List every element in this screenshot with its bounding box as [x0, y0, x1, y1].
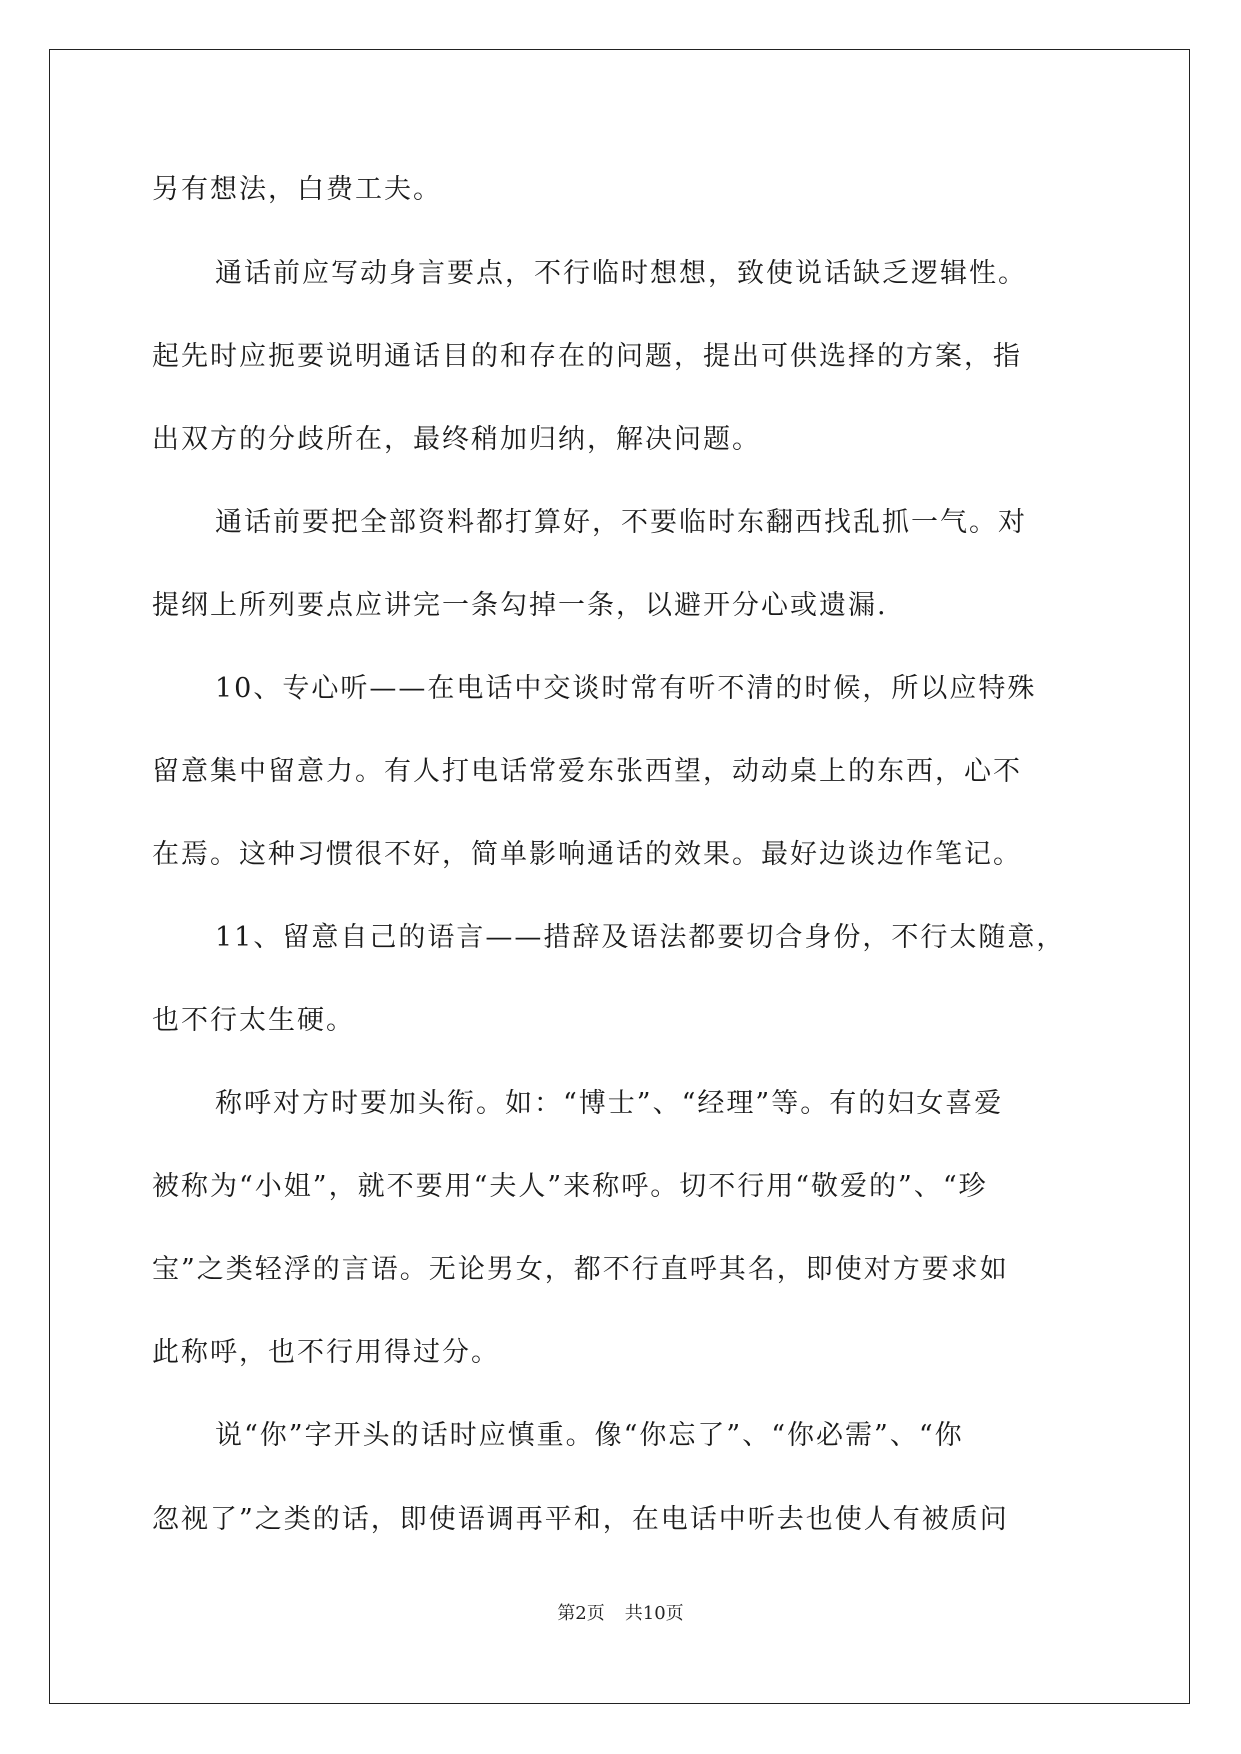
paragraph-first-line: 通话前应写动身言要点，不行临时想想，致使说话缺乏逻辑性。: [215, 258, 1027, 289]
paragraph-first-line: 称呼对方时要加头衔。如：“博士”、“经理”等。有的妇女喜爱: [215, 1088, 1004, 1119]
text-line: 宝”之类轻浮的言语。无论男女，都不行直呼其名，即使对方要求如: [152, 1254, 1009, 1285]
text-line: 起先时应扼要说明通话目的和存在的问题，提出可供选择的方案，指: [152, 341, 1022, 372]
page-footer: [0, 1602, 1241, 1626]
text-line: 提纲上所列要点应讲完一条勾掉一条，以避开分心或遗漏.: [152, 590, 888, 621]
text-line: 出双方的分歧所在，最终稍加归纳，解决问题。: [152, 424, 761, 455]
paragraph-first-line: 说“你”字开头的话时应慎重。像“你忘了”、“你必需”、“你: [215, 1420, 964, 1451]
text-line: 在焉。这种习惯很不好，简单影响通话的效果。最好边谈边作笔记。: [152, 839, 1022, 870]
text-line: 忽视了”之类的话，即使语调再平和，在电话中听去也使人有被质问: [152, 1504, 1009, 1535]
text-line: 此称呼，也不行用得过分。: [152, 1337, 500, 1368]
page-total: 共10页: [624, 1603, 684, 1624]
page-number: 第2页: [557, 1603, 605, 1624]
paragraph-first-line: 通话前要把全部资料都打算好，不要临时东翻西找乱抓一气。对: [215, 507, 1027, 538]
paragraph-first-line: 11、留意自己的语言——措辞及语法都要切合身份，不行太随意，: [215, 922, 1066, 953]
text-line: 另有想法，白费工夫。: [152, 174, 442, 205]
text-line: 也不行太生硬。: [152, 1005, 355, 1036]
text-line: 被称为“小姐”，就不要用“夫人”来称呼。切不行用“敬爱的”、“珍: [152, 1171, 988, 1202]
text-line: 留意集中留意力。有人打电话常爱东张西望，动动桌上的东西，心不: [152, 756, 1022, 787]
paragraph-first-line: 10、专心听——在电话中交谈时常有听不清的时候，所以应特殊: [215, 673, 1037, 704]
